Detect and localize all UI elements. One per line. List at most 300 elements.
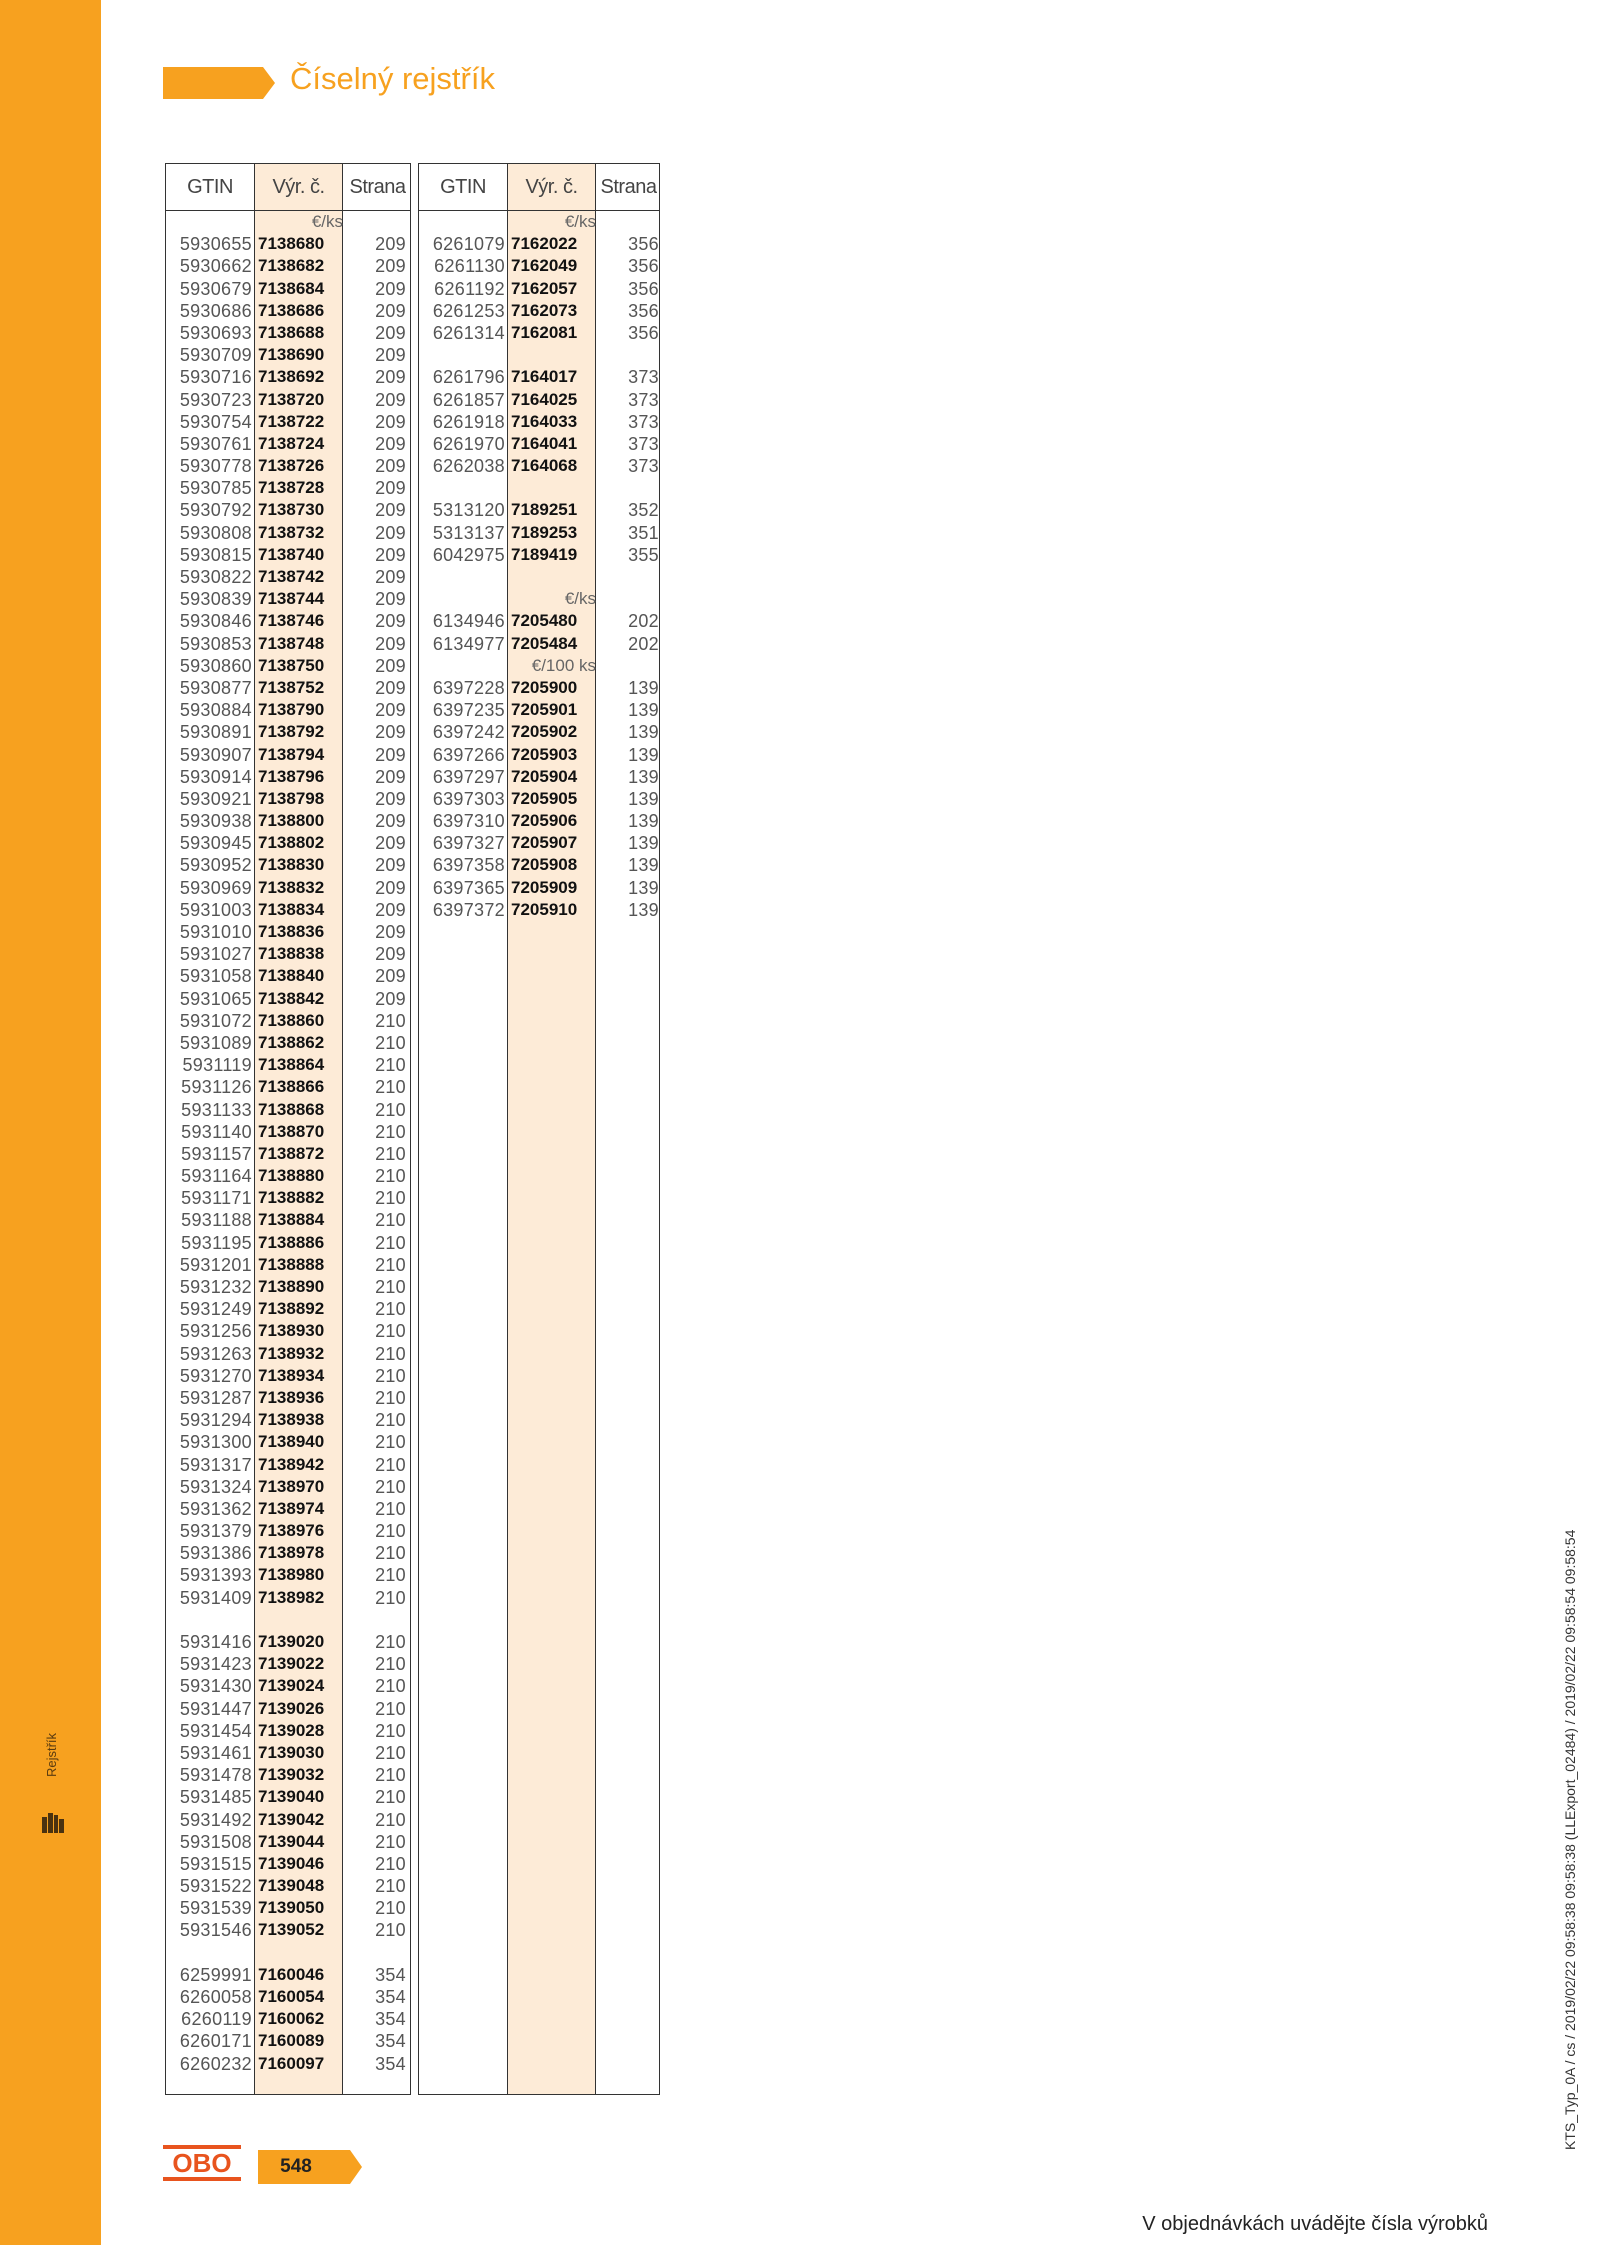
gtin-cell: 5930891 bbox=[179, 722, 252, 743]
product-number-cell: 7162081 bbox=[511, 322, 578, 342]
spacer-row bbox=[419, 477, 659, 499]
gtin-cell: 5931508 bbox=[179, 1831, 252, 1852]
page-ref-cell: 210 bbox=[375, 1587, 406, 1608]
page-ref-cell: 209 bbox=[375, 256, 406, 277]
page-ref-cell: 209 bbox=[375, 855, 406, 876]
page-ref-cell: 209 bbox=[375, 788, 406, 809]
gtin-cell: 5931324 bbox=[179, 1476, 252, 1497]
product-number-cell: 7138790 bbox=[258, 700, 325, 720]
product-number-cell: 7138862 bbox=[258, 1032, 325, 1052]
page-ref-cell: 209 bbox=[375, 278, 406, 299]
gtin-cell: 5931447 bbox=[179, 1698, 252, 1719]
table-row bbox=[166, 455, 410, 477]
product-number-cell: 7138750 bbox=[258, 655, 325, 675]
page-ref-cell: 210 bbox=[375, 1321, 406, 1342]
table-row bbox=[166, 233, 410, 255]
gtin-cell: 6134977 bbox=[432, 633, 505, 654]
table-row bbox=[166, 1986, 410, 2008]
product-number-cell: 7138866 bbox=[258, 1077, 325, 1097]
product-number-cell: 7138692 bbox=[258, 367, 325, 387]
page-ref-cell: 210 bbox=[375, 1632, 406, 1652]
product-number-cell: 7139050 bbox=[258, 1898, 325, 1918]
product-number-cell: 7160046 bbox=[258, 1964, 325, 1984]
page-ref-cell: 210 bbox=[375, 1232, 406, 1253]
page-ref-cell: 210 bbox=[375, 1742, 406, 1763]
gtin-cell: 6397242 bbox=[432, 722, 505, 743]
unit-label-row bbox=[419, 211, 659, 233]
product-number-cell: 7139030 bbox=[258, 1742, 325, 1762]
product-number-cell: 7138934 bbox=[258, 1365, 325, 1385]
product-number-cell: 7138834 bbox=[258, 899, 325, 919]
gtin-cell: 5931270 bbox=[179, 1365, 252, 1386]
page-ref-cell: 373 bbox=[628, 411, 659, 432]
table-rows bbox=[166, 211, 410, 2075]
table-row bbox=[419, 854, 659, 876]
table-row bbox=[166, 1476, 410, 1498]
table-row bbox=[166, 1343, 410, 1365]
product-number-cell: 7139046 bbox=[258, 1853, 325, 1873]
page-ref-cell: 209 bbox=[375, 567, 406, 587]
product-number-cell: 7164025 bbox=[511, 389, 578, 409]
page-ref-cell: 210 bbox=[375, 1476, 406, 1497]
page-ref-cell: 210 bbox=[375, 1210, 406, 1231]
product-number-cell: 7189253 bbox=[511, 522, 578, 542]
gtin-cell: 5931171 bbox=[181, 1188, 252, 1209]
gtin-cell: 5931423 bbox=[179, 1654, 252, 1675]
page-ref-cell: 210 bbox=[375, 1032, 406, 1053]
table-row bbox=[166, 477, 410, 499]
sidebar-section-label: Rejstřík bbox=[44, 1732, 59, 1778]
table-row bbox=[419, 810, 659, 832]
page-ref-cell: 210 bbox=[375, 1365, 406, 1386]
page-ref-cell: 210 bbox=[375, 1432, 406, 1453]
page-ref-cell: 356 bbox=[628, 234, 659, 255]
gtin-cell: 5931393 bbox=[179, 1565, 252, 1586]
page-ref-cell: 210 bbox=[375, 1099, 406, 1120]
gtin-cell: 6260119 bbox=[181, 2009, 252, 2030]
product-number-cell: 7189251 bbox=[511, 500, 578, 520]
table-row bbox=[166, 278, 410, 300]
table-row bbox=[166, 1742, 410, 1764]
page-ref-cell: 139 bbox=[628, 766, 659, 787]
product-number-cell: 7139040 bbox=[258, 1787, 325, 1807]
product-number-cell: 7205905 bbox=[511, 788, 578, 808]
table-row bbox=[166, 1631, 410, 1653]
page-ref-cell: 139 bbox=[628, 788, 659, 809]
unit-label-row bbox=[166, 211, 410, 233]
page-ref-cell: 209 bbox=[375, 899, 406, 920]
gtin-cell: 5313120 bbox=[432, 500, 505, 521]
product-number-cell: 7138688 bbox=[258, 322, 325, 342]
product-number-cell: 7138882 bbox=[258, 1188, 325, 1208]
page-ref-cell: 210 bbox=[375, 1876, 406, 1897]
product-number-cell: 7138832 bbox=[258, 877, 325, 897]
page-ref-cell: 209 bbox=[375, 811, 406, 832]
page-ref-cell: 373 bbox=[628, 367, 659, 388]
gtin-cell: 5930860 bbox=[179, 655, 252, 676]
table-row bbox=[419, 389, 659, 411]
page-ref-cell: 209 bbox=[375, 589, 406, 610]
gtin-cell: 5930945 bbox=[179, 833, 252, 854]
page-ref-cell: 356 bbox=[628, 322, 659, 343]
page-ref-cell: 210 bbox=[375, 1676, 406, 1697]
product-number-cell: 7138838 bbox=[258, 944, 325, 964]
gtin-cell: 5931072 bbox=[179, 1010, 252, 1031]
table-row bbox=[166, 1365, 410, 1387]
gtin-cell: 5930952 bbox=[179, 855, 252, 876]
gtin-cell: 5931379 bbox=[179, 1521, 252, 1542]
product-number-cell: 7138868 bbox=[258, 1099, 325, 1119]
catalog-icon bbox=[42, 1813, 64, 1833]
page-ref-cell: 210 bbox=[375, 1698, 406, 1719]
table-row bbox=[166, 1099, 410, 1121]
gtin-cell: 5931416 bbox=[179, 1632, 252, 1652]
product-number-cell: 7138872 bbox=[258, 1143, 325, 1163]
gtin-cell: 5931478 bbox=[179, 1765, 252, 1786]
page-ref-cell: 210 bbox=[375, 1410, 406, 1431]
table-row bbox=[419, 433, 659, 455]
table-row bbox=[419, 832, 659, 854]
table-row bbox=[166, 522, 410, 544]
table-row bbox=[419, 366, 659, 388]
product-number-cell: 7138794 bbox=[258, 744, 325, 764]
product-number-cell: 7138980 bbox=[258, 1565, 325, 1585]
table-row bbox=[166, 633, 410, 655]
gtin-cell: 5930938 bbox=[179, 811, 252, 832]
page-ref-cell: 210 bbox=[375, 1277, 406, 1297]
table-row bbox=[419, 300, 659, 322]
page-ref-cell: 210 bbox=[375, 1055, 406, 1076]
table-row bbox=[166, 1498, 410, 1520]
gtin-cell: 5930921 bbox=[179, 788, 252, 809]
product-number-cell: 7138936 bbox=[258, 1387, 325, 1407]
page-ref-cell: 210 bbox=[375, 1853, 406, 1874]
obo-logo bbox=[163, 2145, 241, 2181]
page-ref-cell: 209 bbox=[375, 700, 406, 721]
gtin-cell: 5931522 bbox=[179, 1876, 252, 1897]
page-title: Číselný rejstřík bbox=[290, 61, 495, 96]
table-row bbox=[166, 1143, 410, 1165]
page-ref-cell: 210 bbox=[375, 1143, 406, 1164]
gtin-cell: 5930846 bbox=[179, 611, 252, 632]
table-row bbox=[166, 344, 410, 366]
gtin-cell: 5930808 bbox=[179, 522, 252, 543]
page-ref-cell: 139 bbox=[628, 877, 659, 898]
page-ref-cell: 373 bbox=[628, 456, 659, 477]
product-number-cell: 7139022 bbox=[258, 1654, 325, 1674]
page-ref-cell: 139 bbox=[628, 811, 659, 832]
table-row bbox=[166, 899, 410, 921]
table-row bbox=[166, 300, 410, 322]
gtin-cell: 5931201 bbox=[179, 1254, 252, 1275]
product-number-cell: 7138802 bbox=[258, 833, 325, 853]
gtin-cell: 5931386 bbox=[179, 1543, 252, 1564]
product-number-cell: 7138864 bbox=[258, 1055, 325, 1075]
index-table-left bbox=[165, 163, 411, 2095]
page-ref-cell: 210 bbox=[375, 1454, 406, 1475]
product-number-cell: 7138976 bbox=[258, 1521, 325, 1541]
page-ref-cell: 209 bbox=[375, 522, 406, 543]
table-row bbox=[166, 1254, 410, 1276]
table-row bbox=[166, 1831, 410, 1853]
product-number-cell: 7138974 bbox=[258, 1498, 325, 1518]
page-ref-cell: 139 bbox=[628, 744, 659, 765]
page-ref-cell: 209 bbox=[375, 922, 406, 942]
table-row bbox=[166, 566, 410, 588]
product-number-cell: 7138942 bbox=[258, 1454, 325, 1474]
product-number-cell: 7138888 bbox=[258, 1254, 325, 1274]
price-unit-label: €/ks bbox=[311, 212, 343, 231]
gtin-cell: 6397297 bbox=[432, 766, 505, 787]
table-row bbox=[419, 877, 659, 899]
table-row bbox=[166, 744, 410, 766]
product-number-cell: 7138932 bbox=[258, 1343, 325, 1363]
gtin-cell: 5930853 bbox=[179, 633, 252, 654]
gtin-cell: 5930792 bbox=[179, 500, 252, 521]
gtin-cell: 5931157 bbox=[181, 1143, 252, 1164]
table-row bbox=[166, 1897, 410, 1919]
table-row bbox=[419, 744, 659, 766]
page-ref-cell: 209 bbox=[375, 944, 406, 965]
page-ref-cell: 209 bbox=[375, 234, 406, 255]
gtin-cell: 5931126 bbox=[181, 1077, 252, 1098]
gtin-cell: 5313137 bbox=[432, 522, 505, 543]
table-row bbox=[166, 389, 410, 411]
product-number-cell: 7160054 bbox=[258, 1987, 325, 2006]
product-number-cell: 7138730 bbox=[258, 500, 325, 520]
gtin-cell: 5930778 bbox=[179, 456, 252, 477]
gtin-cell: 6261079 bbox=[432, 234, 505, 255]
product-number-cell: 7138726 bbox=[258, 456, 325, 476]
page-ref-cell: 209 bbox=[375, 322, 406, 343]
product-number-cell: 7138930 bbox=[258, 1321, 325, 1341]
table-row bbox=[419, 699, 659, 721]
page-ref-cell: 139 bbox=[628, 833, 659, 854]
gtin-cell: 5931164 bbox=[181, 1166, 252, 1187]
gtin-cell: 6397327 bbox=[432, 833, 505, 854]
product-number-cell: 7138728 bbox=[258, 478, 325, 498]
footer-note: V objednávkách uvádějte čísla výrobků bbox=[1142, 2213, 1488, 2235]
gtin-cell: 5931195 bbox=[181, 1232, 252, 1253]
column-header-strana: Strana bbox=[349, 176, 406, 198]
page-ref-cell: 210 bbox=[375, 1831, 406, 1852]
table-row bbox=[166, 1298, 410, 1320]
table-row bbox=[166, 766, 410, 788]
gtin-cell: 5931232 bbox=[179, 1277, 252, 1297]
product-number-cell: 7162073 bbox=[511, 300, 578, 320]
table-row bbox=[166, 1720, 410, 1742]
product-number-cell: 7138892 bbox=[258, 1299, 325, 1319]
product-number-cell: 7138684 bbox=[258, 278, 325, 298]
gtin-cell: 6261314 bbox=[432, 322, 505, 343]
page-ref-cell: 209 bbox=[375, 966, 406, 987]
page-ref-cell: 209 bbox=[375, 389, 406, 410]
page-ref-cell: 356 bbox=[628, 300, 659, 321]
product-number-cell: 7139024 bbox=[258, 1676, 325, 1696]
page-ref-cell: 209 bbox=[375, 988, 406, 1009]
gtin-cell: 6261192 bbox=[434, 278, 505, 299]
page-ref-cell: 209 bbox=[375, 611, 406, 632]
page-ref-cell: 355 bbox=[628, 544, 659, 565]
product-number-cell: 7164068 bbox=[511, 456, 578, 476]
product-number-cell: 7138720 bbox=[258, 389, 325, 409]
table-row bbox=[166, 788, 410, 810]
table-row bbox=[419, 610, 659, 632]
gtin-cell: 5931546 bbox=[179, 1920, 252, 1941]
table-row bbox=[166, 2008, 410, 2030]
table-row bbox=[166, 677, 410, 699]
gtin-cell: 5931065 bbox=[179, 988, 252, 1009]
page-ref-cell: 210 bbox=[375, 1343, 406, 1364]
page-ref-cell: 209 bbox=[375, 744, 406, 765]
product-number-cell: 7164041 bbox=[511, 433, 578, 453]
gtin-cell: 5930754 bbox=[179, 411, 252, 432]
product-number-cell: 7205909 bbox=[511, 877, 578, 897]
table-row bbox=[166, 1809, 410, 1831]
page-ref-cell: 354 bbox=[375, 1987, 406, 2007]
product-number-cell: 7138940 bbox=[258, 1432, 325, 1452]
gtin-cell: 5931454 bbox=[179, 1720, 252, 1741]
table-row bbox=[419, 455, 659, 477]
gtin-cell: 5930839 bbox=[179, 589, 252, 610]
gtin-cell: 5931003 bbox=[179, 899, 252, 920]
page-ref-cell: 354 bbox=[375, 1964, 406, 1985]
product-number-cell: 7138724 bbox=[258, 433, 325, 453]
gtin-cell: 5931294 bbox=[179, 1410, 252, 1431]
table-row bbox=[166, 699, 410, 721]
table-row bbox=[419, 278, 659, 300]
page-ref-cell: 139 bbox=[628, 700, 659, 721]
table-row bbox=[166, 1187, 410, 1209]
column-header-gtin: GTIN bbox=[187, 176, 233, 198]
gtin-cell: 5930914 bbox=[179, 766, 252, 787]
table-rows bbox=[419, 211, 659, 921]
product-number-cell: 7138880 bbox=[258, 1166, 325, 1186]
table-row bbox=[166, 854, 410, 876]
page-ref-cell: 139 bbox=[628, 899, 659, 920]
product-number-cell: 7138792 bbox=[258, 722, 325, 742]
product-number-cell: 7189419 bbox=[511, 544, 578, 564]
product-number-cell: 7138842 bbox=[258, 988, 325, 1008]
page-number: 548 bbox=[280, 2156, 312, 2177]
column-header-vyr: Výr. č. bbox=[272, 176, 325, 198]
gtin-cell: 5931188 bbox=[181, 1210, 252, 1231]
table-row bbox=[166, 1764, 410, 1786]
table-row bbox=[166, 1587, 410, 1609]
sidebar-band bbox=[0, 0, 101, 2245]
gtin-cell: 5931010 bbox=[179, 922, 252, 942]
table-row bbox=[166, 1454, 410, 1476]
gtin-cell: 6260232 bbox=[179, 2053, 252, 2074]
product-number-cell: 7162049 bbox=[511, 256, 578, 276]
gtin-cell: 5931119 bbox=[182, 1055, 252, 1076]
gtin-cell: 5931058 bbox=[179, 966, 252, 987]
product-number-cell: 7160097 bbox=[258, 2053, 325, 2073]
gtin-cell: 5930723 bbox=[179, 389, 252, 410]
product-number-cell: 7139028 bbox=[258, 1720, 325, 1740]
gtin-cell: 5931492 bbox=[179, 1809, 252, 1830]
product-number-cell: 7205904 bbox=[511, 766, 578, 786]
gtin-cell: 5930822 bbox=[179, 567, 252, 587]
product-number-cell: 7160089 bbox=[258, 2031, 325, 2051]
gtin-cell: 5931140 bbox=[181, 1121, 252, 1142]
page-ref-cell: 210 bbox=[375, 1077, 406, 1098]
page-ref-cell: 373 bbox=[628, 389, 659, 410]
page-ref-cell: 210 bbox=[375, 1387, 406, 1408]
page-ref-cell: 209 bbox=[375, 677, 406, 698]
gtin-cell: 6261796 bbox=[432, 367, 505, 388]
gtin-cell: 5930969 bbox=[179, 877, 252, 898]
export-metadata: KTS_Typ_0A / cs / 2019/02/22 09:58:38 09:58:38 (LLExport_02484) / 2019/02/22 09:58:54 09:58:54 bbox=[1562, 1529, 1578, 2150]
gtin-cell: 5931027 bbox=[179, 944, 252, 965]
page-ref-cell: 210 bbox=[375, 1654, 406, 1675]
page-ref-cell: 209 bbox=[375, 411, 406, 432]
table-row bbox=[166, 1431, 410, 1453]
gtin-cell: 5931539 bbox=[179, 1898, 252, 1919]
product-number-cell: 7138742 bbox=[258, 567, 325, 586]
page-ref-cell: 139 bbox=[628, 855, 659, 876]
table-row bbox=[166, 1653, 410, 1675]
product-number-cell: 7138884 bbox=[258, 1210, 325, 1230]
gtin-cell: 5931300 bbox=[179, 1432, 252, 1453]
page-ref-cell: 209 bbox=[375, 500, 406, 521]
gtin-cell: 6262038 bbox=[432, 456, 505, 477]
gtin-cell: 5930907 bbox=[179, 744, 252, 765]
column-header-gtin: GTIN bbox=[440, 176, 486, 198]
product-number-cell: 7138796 bbox=[258, 766, 325, 786]
page-ref-cell: 209 bbox=[375, 877, 406, 898]
page-ref-cell: 210 bbox=[375, 1166, 406, 1187]
table-row bbox=[166, 810, 410, 832]
gtin-cell: 6261918 bbox=[432, 411, 505, 432]
table-row bbox=[166, 366, 410, 388]
product-number-cell: 7138682 bbox=[258, 256, 325, 276]
gtin-cell: 5931362 bbox=[179, 1498, 252, 1519]
table-row bbox=[166, 1209, 410, 1231]
table-row bbox=[166, 433, 410, 455]
page-ref-cell: 356 bbox=[628, 278, 659, 299]
table-row bbox=[166, 255, 410, 277]
gtin-cell: 5931461 bbox=[179, 1742, 252, 1763]
product-number-cell: 7138886 bbox=[258, 1232, 325, 1252]
table-row bbox=[166, 1232, 410, 1254]
page-ref-cell: 351 bbox=[628, 522, 659, 543]
table-row bbox=[166, 1520, 410, 1542]
page-ref-cell: 210 bbox=[375, 1787, 406, 1808]
gtin-cell: 5931430 bbox=[179, 1676, 252, 1697]
gtin-cell: 6260171 bbox=[179, 2031, 252, 2052]
product-number-cell: 7138686 bbox=[258, 300, 325, 320]
page-ref-cell: 209 bbox=[375, 655, 406, 676]
product-number-cell: 7205900 bbox=[511, 677, 578, 697]
table-row bbox=[166, 1698, 410, 1720]
page-ref-cell: 352 bbox=[628, 500, 659, 521]
spacer-row bbox=[419, 566, 659, 588]
logo-text: OBO bbox=[172, 2148, 232, 2178]
page-ref-cell: 209 bbox=[375, 478, 406, 499]
gtin-cell: 6259991 bbox=[179, 1964, 252, 1985]
unit-label-row bbox=[419, 588, 659, 610]
gtin-cell: 5931287 bbox=[179, 1387, 252, 1408]
table-row bbox=[166, 1054, 410, 1076]
page-ref-cell: 209 bbox=[375, 766, 406, 787]
product-number-cell: 7139020 bbox=[258, 1632, 325, 1651]
table-row bbox=[419, 677, 659, 699]
product-number-cell: 7138732 bbox=[258, 522, 325, 542]
product-number-cell: 7164033 bbox=[511, 411, 578, 431]
page-ref-cell: 209 bbox=[375, 367, 406, 388]
product-number-cell: 7162057 bbox=[511, 278, 578, 298]
